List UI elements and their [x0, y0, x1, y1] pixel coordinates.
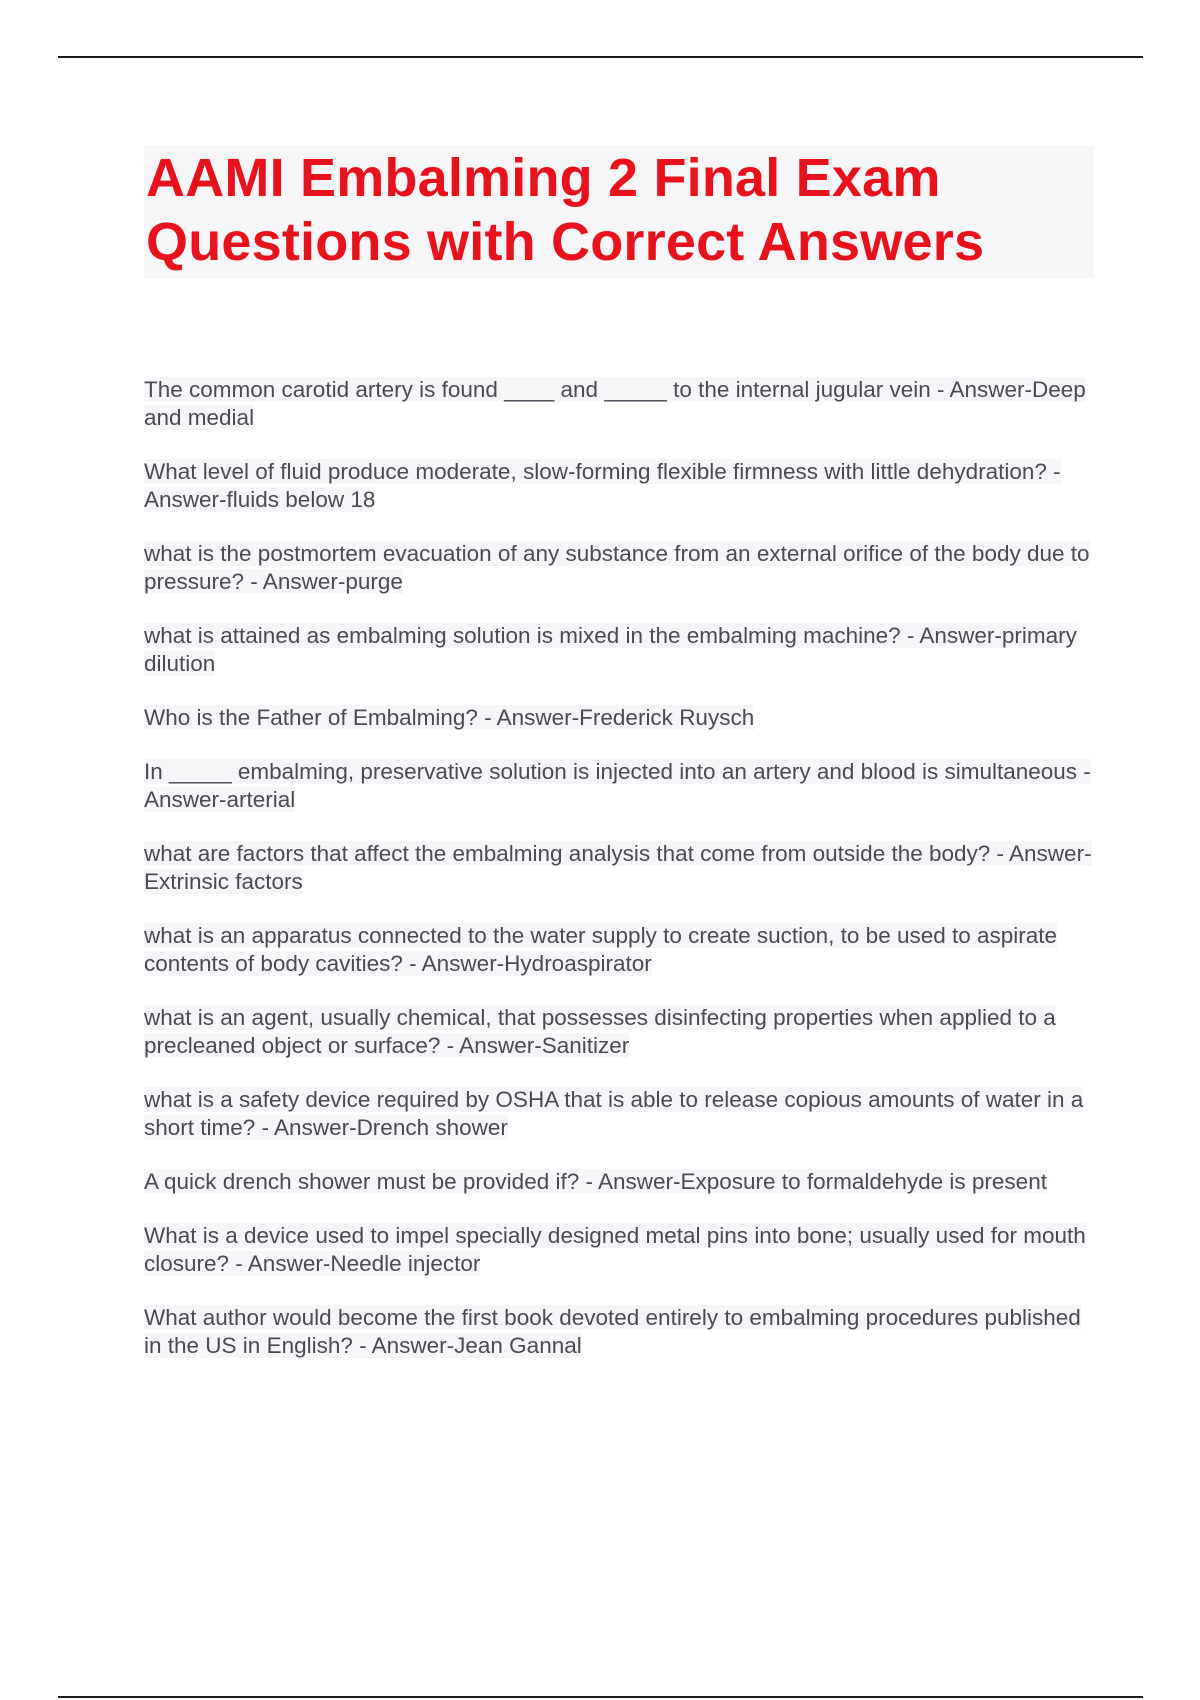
- qa-item: [144, 376, 1104, 432]
- qa-item: [144, 758, 1104, 814]
- bottom-rule: [58, 1696, 1143, 1698]
- qa-list: [144, 376, 1104, 1386]
- qa-text: Who is the Father of Embalming? - Answer-Frederick Ruysch: [144, 705, 755, 730]
- qa-text: In _____ embalming, preservative solution is injected into an artery and blood is simultaneous - Answer-arterial: [144, 759, 1091, 812]
- qa-item: [144, 1086, 1104, 1142]
- qa-item: [144, 1004, 1104, 1060]
- qa-text: what is an apparatus connected to the water supply to create suction, to be used to aspirate contents of body cavities? - Answer-Hydroaspirator: [144, 923, 1058, 976]
- qa-item: [144, 1222, 1104, 1278]
- qa-item: [144, 1304, 1104, 1360]
- document-title: [146, 146, 1094, 274]
- qa-text: What level of fluid produce moderate, slow-forming flexible firmness with little dehydration? - Answer-fluids below 18: [144, 459, 1061, 512]
- qa-text: what is a safety device required by OSHA that is able to release copious amounts of water in a short time? - Answer-Drench shower: [144, 1087, 1084, 1140]
- qa-text: A quick drench shower must be provided if? - Answer-Exposure to formaldehyde is present: [144, 1169, 1047, 1194]
- qa-item: [144, 922, 1104, 978]
- qa-item: [144, 1168, 1104, 1196]
- qa-item: [144, 622, 1104, 678]
- title-line-1: AAMI Embalming 2 Final Exam: [146, 148, 941, 208]
- qa-text: what are factors that affect the embalming analysis that come from outside the body? - Answer-Extrinsic factors: [144, 841, 1092, 894]
- top-rule: [58, 56, 1143, 58]
- title-block: [144, 146, 1094, 278]
- qa-item: [144, 458, 1104, 514]
- qa-text: what is the postmortem evacuation of any substance from an external orifice of the body due to pressure? - Answer-purge: [144, 541, 1090, 594]
- qa-text: What author would become the first book devoted entirely to embalming procedures published in the US in English? - Answer-Jean Gannal: [144, 1305, 1081, 1358]
- qa-text: What is a device used to impel specially designed metal pins into bone; usually used for mouth closure? - Answer-Needle injector: [144, 1223, 1086, 1276]
- qa-text: The common carotid artery is found ____ and _____ to the internal jugular vein - Answer-Deep and medial: [144, 377, 1086, 430]
- qa-item: [144, 840, 1104, 896]
- title-line-2: Questions with Correct Answers: [146, 212, 985, 272]
- qa-item: [144, 540, 1104, 596]
- qa-text: what is an agent, usually chemical, that possesses disinfecting properties when applied to a precleaned object or surface? - Answer-Sanitizer: [144, 1005, 1056, 1058]
- qa-item: [144, 704, 1104, 732]
- qa-text: what is attained as embalming solution is mixed in the embalming machine? - Answer-primary dilution: [144, 623, 1077, 676]
